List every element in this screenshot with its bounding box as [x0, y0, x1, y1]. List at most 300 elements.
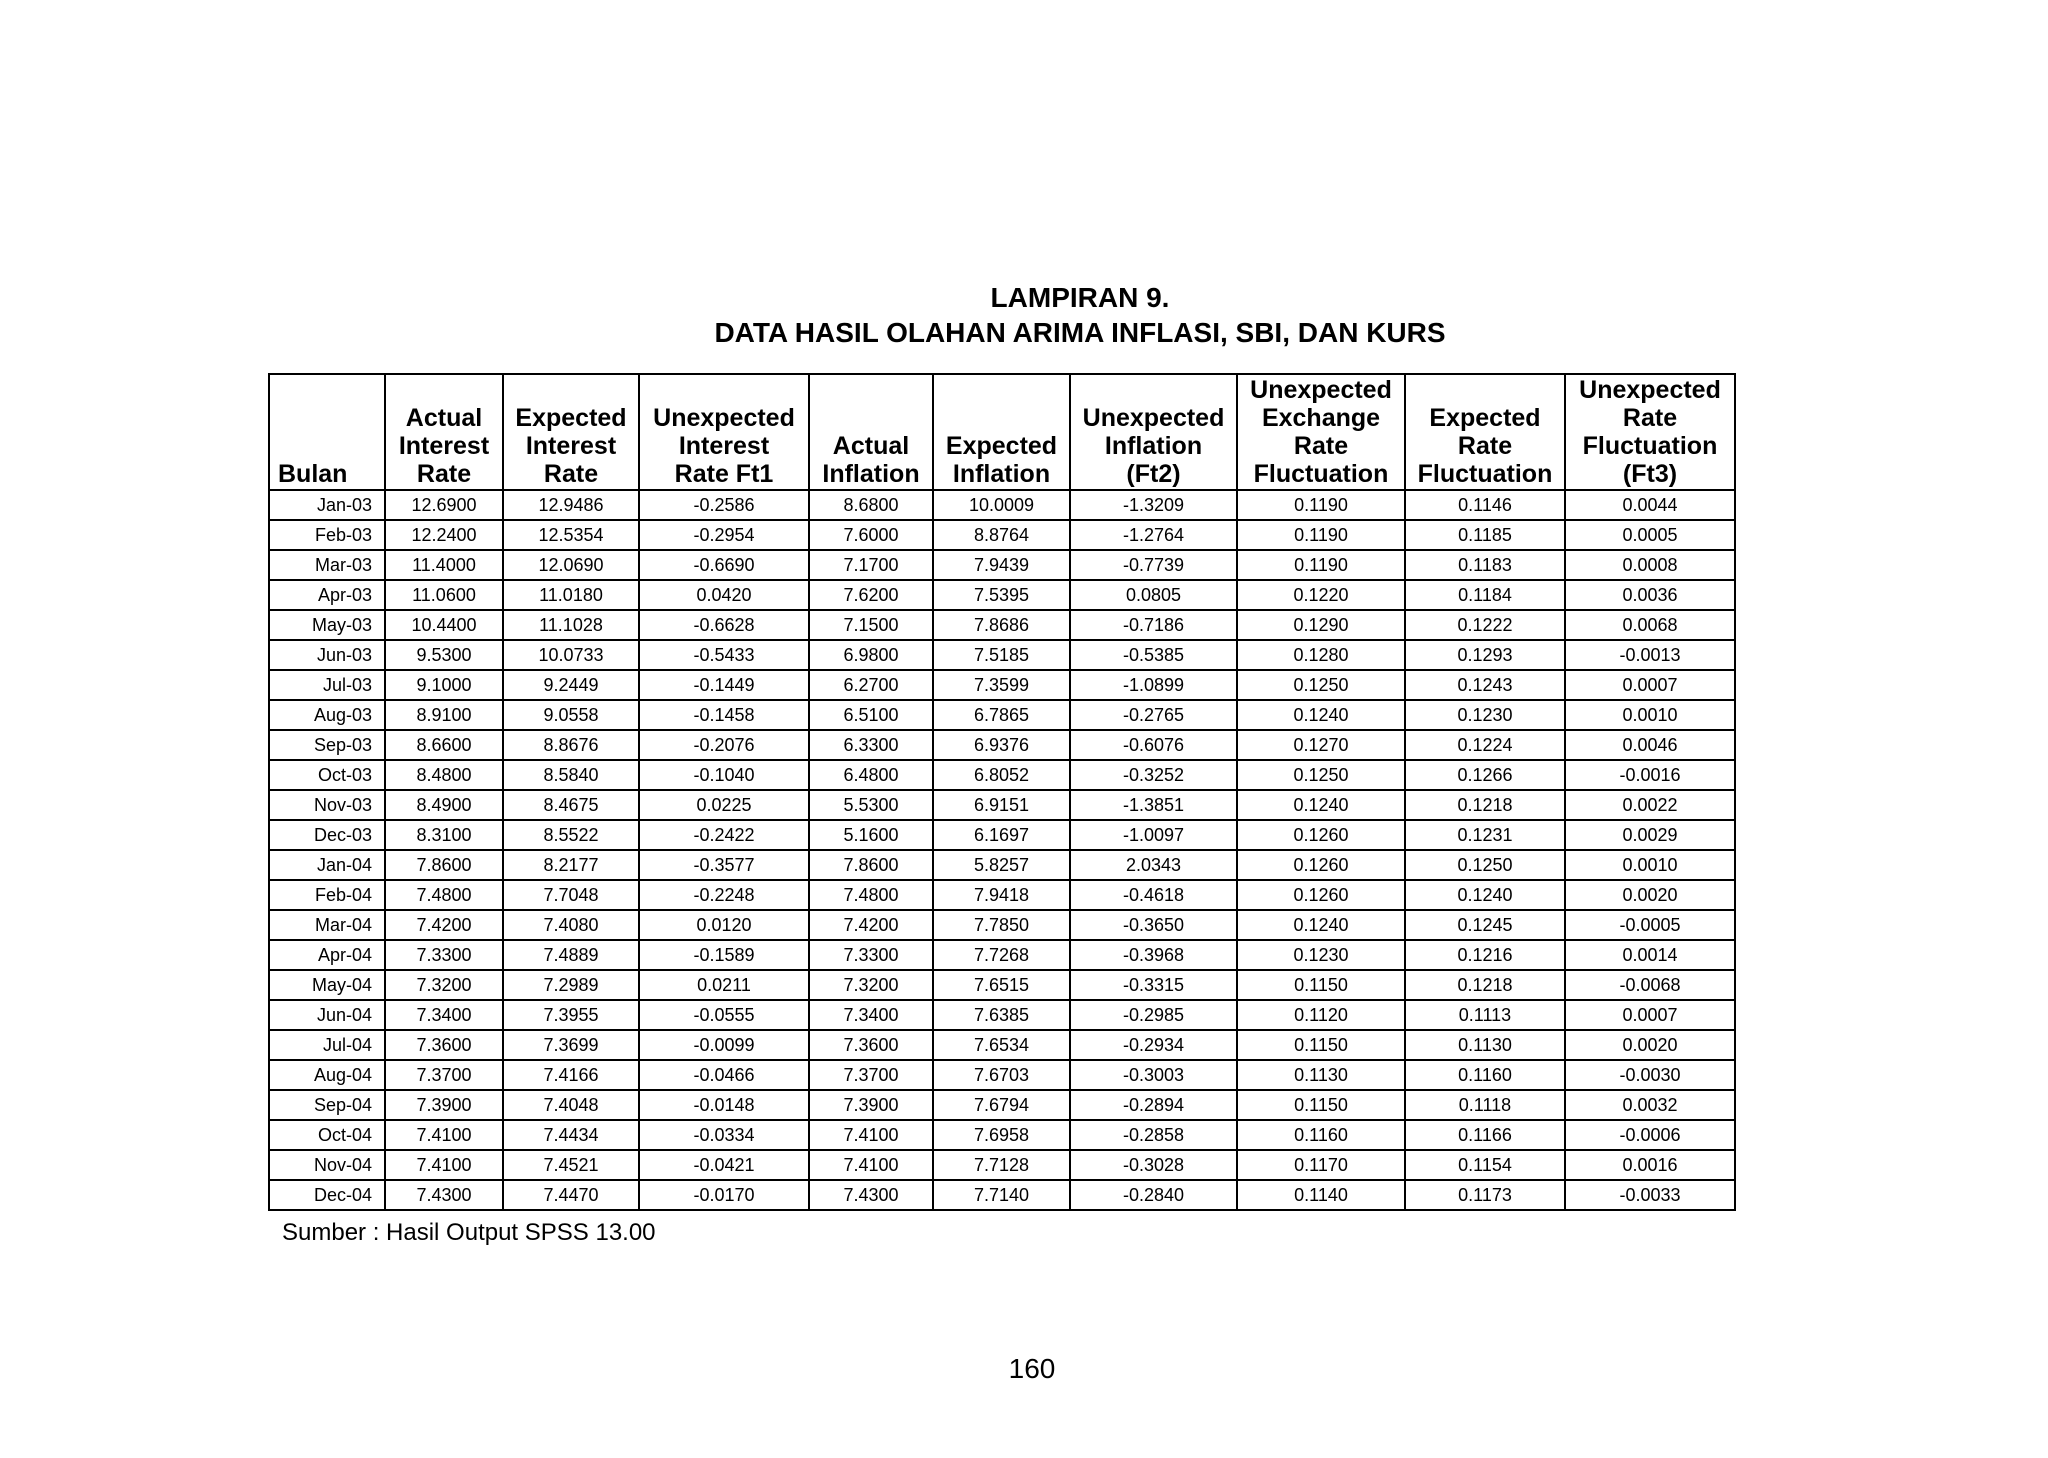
value-cell: 7.6385 [933, 1000, 1070, 1030]
value-cell: 8.8676 [503, 730, 639, 760]
header-unexpected-inflation [1070, 374, 1237, 490]
value-cell: 0.1118 [1405, 1090, 1565, 1120]
value-cell: 10.4400 [385, 610, 503, 640]
month-cell: Dec-03 [269, 820, 385, 850]
value-cell: 0.0225 [639, 790, 809, 820]
value-cell: 7.4434 [503, 1120, 639, 1150]
header-line: Rate Ft1 [674, 460, 774, 488]
value-cell: 7.6958 [933, 1120, 1070, 1150]
value-cell: 0.1266 [1405, 760, 1565, 790]
month-cell: Feb-04 [269, 880, 385, 910]
value-cell: 0.1218 [1405, 790, 1565, 820]
value-cell: -0.0030 [1565, 1060, 1735, 1090]
value-cell: 12.6900 [385, 490, 503, 520]
table-row [269, 520, 1735, 550]
table-row [269, 550, 1735, 580]
value-cell: -1.2764 [1070, 520, 1237, 550]
value-cell: 0.0044 [1565, 490, 1735, 520]
value-cell: 7.5185 [933, 640, 1070, 670]
value-cell: 11.1028 [503, 610, 639, 640]
value-cell: 7.4100 [809, 1150, 933, 1180]
value-cell: 7.7268 [933, 940, 1070, 970]
month-cell: Oct-03 [269, 760, 385, 790]
value-cell: 0.1160 [1405, 1060, 1565, 1090]
value-cell: -0.2934 [1070, 1030, 1237, 1060]
value-cell: -0.1589 [639, 940, 809, 970]
header-line: Expected [1429, 404, 1541, 432]
value-cell: -0.3315 [1070, 970, 1237, 1000]
month-cell: Apr-04 [269, 940, 385, 970]
header-actual-interest-rate [385, 374, 503, 490]
value-cell: 0.1185 [1405, 520, 1565, 550]
value-cell: 7.6000 [809, 520, 933, 550]
header-line: Rate [1293, 432, 1349, 460]
header-expected-rate-fluctuation [1405, 374, 1565, 490]
value-cell: 6.9376 [933, 730, 1070, 760]
month-cell: Apr-03 [269, 580, 385, 610]
value-cell: 0.1160 [1237, 1120, 1405, 1150]
table-row [269, 820, 1735, 850]
header-line: Exchange [1261, 404, 1381, 432]
value-cell: 0.1154 [1405, 1150, 1565, 1180]
value-cell: 5.1600 [809, 820, 933, 850]
value-cell: -0.7186 [1070, 610, 1237, 640]
value-cell: 7.4048 [503, 1090, 639, 1120]
value-cell: 0.1150 [1237, 1030, 1405, 1060]
table-row [269, 1030, 1735, 1060]
value-cell: 0.0020 [1565, 880, 1735, 910]
header-line: Rate [1457, 432, 1513, 460]
value-cell: -0.6690 [639, 550, 809, 580]
value-cell: 0.0032 [1565, 1090, 1735, 1120]
value-cell: 0.1240 [1237, 700, 1405, 730]
value-cell: -0.2985 [1070, 1000, 1237, 1030]
table-row [269, 1180, 1735, 1210]
month-cell: Sep-04 [269, 1090, 385, 1120]
table-row [269, 670, 1735, 700]
header-unexpected-rate-fluctuation [1565, 374, 1735, 490]
header-line: Unexpected [653, 404, 795, 432]
value-cell: 0.0211 [639, 970, 809, 1000]
value-cell: 0.1250 [1405, 850, 1565, 880]
value-cell: 7.2989 [503, 970, 639, 1000]
value-cell: 0.1170 [1237, 1150, 1405, 1180]
header-line: (Ft2) [1126, 460, 1181, 488]
value-cell: 0.0036 [1565, 580, 1735, 610]
value-cell: 8.4800 [385, 760, 503, 790]
table-row [269, 1060, 1735, 1090]
value-cell: 0.1293 [1405, 640, 1565, 670]
value-cell: 0.0010 [1565, 850, 1735, 880]
header-line: Actual [832, 432, 910, 460]
month-cell: Feb-03 [269, 520, 385, 550]
value-cell: 0.1190 [1237, 550, 1405, 580]
table-row [269, 940, 1735, 970]
value-cell: 0.1150 [1237, 1090, 1405, 1120]
value-cell: 0.0008 [1565, 550, 1735, 580]
value-cell: 0.0007 [1565, 1000, 1735, 1030]
header-line: Interest [525, 432, 617, 460]
value-cell: -1.0097 [1070, 820, 1237, 850]
value-cell: -0.1449 [639, 670, 809, 700]
value-cell: 0.1190 [1237, 490, 1405, 520]
value-cell: 7.3955 [503, 1000, 639, 1030]
value-cell: 0.0014 [1565, 940, 1735, 970]
value-cell: 7.4470 [503, 1180, 639, 1210]
header-bulan [269, 374, 385, 490]
table-row [269, 790, 1735, 820]
value-cell: -0.2858 [1070, 1120, 1237, 1150]
value-cell: 0.1146 [1405, 490, 1565, 520]
value-cell: 7.6703 [933, 1060, 1070, 1090]
value-cell: 7.3700 [385, 1060, 503, 1090]
value-cell: 7.8600 [809, 850, 933, 880]
header-unexpected-exchange-rate-fluctuation [1237, 374, 1405, 490]
table-row [269, 1150, 1735, 1180]
value-cell: 0.1130 [1237, 1060, 1405, 1090]
value-cell: 0.1270 [1237, 730, 1405, 760]
value-cell: 8.5840 [503, 760, 639, 790]
value-cell: 6.9151 [933, 790, 1070, 820]
month-cell: May-03 [269, 610, 385, 640]
value-cell: -0.0099 [639, 1030, 809, 1060]
value-cell: 6.3300 [809, 730, 933, 760]
header-line: Inflation [1104, 432, 1203, 460]
value-cell: 0.1250 [1237, 670, 1405, 700]
value-cell: 7.5395 [933, 580, 1070, 610]
value-cell: 0.0005 [1565, 520, 1735, 550]
value-cell: 0.1166 [1405, 1120, 1565, 1150]
header-line: Actual [405, 404, 483, 432]
value-cell: -0.2248 [639, 880, 809, 910]
value-cell: 7.4521 [503, 1150, 639, 1180]
value-cell: 7.3200 [385, 970, 503, 1000]
value-cell: 0.0022 [1565, 790, 1735, 820]
value-cell: -0.7739 [1070, 550, 1237, 580]
value-cell: 0.0007 [1565, 670, 1735, 700]
value-cell: 0.0016 [1565, 1150, 1735, 1180]
header-line: Fluctuation [1582, 432, 1718, 460]
month-cell: Sep-03 [269, 730, 385, 760]
month-cell: Aug-03 [269, 700, 385, 730]
value-cell: 0.1280 [1237, 640, 1405, 670]
value-cell: 0.0046 [1565, 730, 1735, 760]
value-cell: 10.0733 [503, 640, 639, 670]
value-cell: 7.6794 [933, 1090, 1070, 1120]
value-cell: 0.1240 [1237, 910, 1405, 940]
value-cell: 0.0120 [639, 910, 809, 940]
value-cell: 8.6600 [385, 730, 503, 760]
value-cell: -0.3650 [1070, 910, 1237, 940]
value-cell: -1.0899 [1070, 670, 1237, 700]
value-cell: -0.0068 [1565, 970, 1735, 1000]
value-cell: 0.0420 [639, 580, 809, 610]
value-cell: 12.2400 [385, 520, 503, 550]
value-cell: -0.0555 [639, 1000, 809, 1030]
header-line: Fluctuation [1417, 460, 1553, 488]
value-cell: 7.7140 [933, 1180, 1070, 1210]
header-line: Rate [543, 460, 599, 488]
value-cell: -1.3209 [1070, 490, 1237, 520]
value-cell: -0.6628 [639, 610, 809, 640]
value-cell: -0.2894 [1070, 1090, 1237, 1120]
value-cell: 0.1150 [1237, 970, 1405, 1000]
value-cell: 0.0068 [1565, 610, 1735, 640]
value-cell: -0.0013 [1565, 640, 1735, 670]
value-cell: 0.1250 [1237, 760, 1405, 790]
value-cell: 8.3100 [385, 820, 503, 850]
value-cell: 10.0009 [933, 490, 1070, 520]
value-cell: 7.7850 [933, 910, 1070, 940]
value-cell: -0.0005 [1565, 910, 1735, 940]
month-cell: Mar-04 [269, 910, 385, 940]
table-row [269, 910, 1735, 940]
value-cell: -0.3968 [1070, 940, 1237, 970]
table-row [269, 490, 1735, 520]
value-cell: 0.0010 [1565, 700, 1735, 730]
month-cell: Mar-03 [269, 550, 385, 580]
value-cell: 7.3700 [809, 1060, 933, 1090]
value-cell: 8.2177 [503, 850, 639, 880]
value-cell: 7.7128 [933, 1150, 1070, 1180]
header-line: Unexpected [1082, 404, 1225, 432]
value-cell: -0.0033 [1565, 1180, 1735, 1210]
value-cell: 7.4200 [385, 910, 503, 940]
table-row [269, 610, 1735, 640]
value-cell: 7.3699 [503, 1030, 639, 1060]
value-cell: 5.8257 [933, 850, 1070, 880]
value-cell: -0.0006 [1565, 1120, 1735, 1150]
value-cell: 7.3600 [809, 1030, 933, 1060]
value-cell: 0.1230 [1237, 940, 1405, 970]
value-cell: 7.3400 [385, 1000, 503, 1030]
value-cell: 0.1218 [1405, 970, 1565, 1000]
table-row [269, 850, 1735, 880]
month-cell: Jan-04 [269, 850, 385, 880]
page-number: 160 [1008, 1353, 1056, 1384]
value-cell: 6.5100 [809, 700, 933, 730]
table-row [269, 1120, 1735, 1150]
value-cell: -0.0466 [639, 1060, 809, 1090]
value-cell: 9.0558 [503, 700, 639, 730]
month-cell: Jul-04 [269, 1030, 385, 1060]
value-cell: 0.1140 [1237, 1180, 1405, 1210]
value-cell: 6.7865 [933, 700, 1070, 730]
table-row [269, 730, 1735, 760]
value-cell: 8.4675 [503, 790, 639, 820]
value-cell: 7.6515 [933, 970, 1070, 1000]
header-line: Unexpected [1579, 376, 1721, 404]
header-line: Expected [945, 432, 1058, 460]
value-cell: 0.1216 [1405, 940, 1565, 970]
value-cell: 9.2449 [503, 670, 639, 700]
value-cell: 0.1245 [1405, 910, 1565, 940]
value-cell: 7.7048 [503, 880, 639, 910]
month-cell: Jun-04 [269, 1000, 385, 1030]
value-cell: 12.9486 [503, 490, 639, 520]
value-cell: -0.0170 [639, 1180, 809, 1210]
value-cell: 0.1224 [1405, 730, 1565, 760]
value-cell: 8.4900 [385, 790, 503, 820]
value-cell: 0.1230 [1405, 700, 1565, 730]
value-cell: 7.4889 [503, 940, 639, 970]
value-cell: 7.9439 [933, 550, 1070, 580]
table-header-row [269, 374, 1735, 490]
value-cell: -0.6076 [1070, 730, 1237, 760]
value-cell: -0.2765 [1070, 700, 1237, 730]
value-cell: 7.4800 [809, 880, 933, 910]
value-cell: 9.1000 [385, 670, 503, 700]
table-row [269, 880, 1735, 910]
value-cell: 11.4000 [385, 550, 503, 580]
value-cell: 0.1184 [1405, 580, 1565, 610]
value-cell: 0.1222 [1405, 610, 1565, 640]
value-cell: 8.5522 [503, 820, 639, 850]
value-cell: 7.4200 [809, 910, 933, 940]
value-cell: 0.1220 [1237, 580, 1405, 610]
value-cell: 0.1113 [1405, 1000, 1565, 1030]
month-cell: Dec-04 [269, 1180, 385, 1210]
value-cell: 7.1500 [809, 610, 933, 640]
header-line: Interest [678, 432, 770, 460]
header-actual-inflation [809, 374, 933, 490]
month-cell: Aug-04 [269, 1060, 385, 1090]
arima-data-table [268, 373, 1736, 1211]
value-cell: 6.4800 [809, 760, 933, 790]
value-cell: 7.3300 [385, 940, 503, 970]
value-cell: 0.0805 [1070, 580, 1237, 610]
value-cell: 7.8686 [933, 610, 1070, 640]
value-cell: 7.4100 [809, 1120, 933, 1150]
value-cell: -0.3003 [1070, 1060, 1237, 1090]
value-cell: 6.2700 [809, 670, 933, 700]
value-cell: 0.1190 [1237, 520, 1405, 550]
value-cell: 7.3600 [385, 1030, 503, 1060]
value-cell: -0.0148 [639, 1090, 809, 1120]
document-title [0, 280, 2048, 350]
value-cell: -0.2076 [639, 730, 809, 760]
value-cell: 7.4166 [503, 1060, 639, 1090]
header-line: Inflation [952, 460, 1051, 488]
header-line: Interest [398, 432, 490, 460]
value-cell: 12.0690 [503, 550, 639, 580]
value-cell: 0.0020 [1565, 1030, 1735, 1060]
value-cell: 8.8764 [933, 520, 1070, 550]
month-cell: May-04 [269, 970, 385, 1000]
value-cell: 7.4100 [385, 1150, 503, 1180]
table-body [269, 490, 1735, 1210]
table-row [269, 580, 1735, 610]
header-unexpected-interest-rate [639, 374, 809, 490]
value-cell: 5.5300 [809, 790, 933, 820]
table-row [269, 760, 1735, 790]
value-cell: 11.0180 [503, 580, 639, 610]
value-cell: 7.8600 [385, 850, 503, 880]
value-cell: 0.1260 [1237, 850, 1405, 880]
value-cell: 7.3599 [933, 670, 1070, 700]
value-cell: -0.1040 [639, 760, 809, 790]
value-cell: 0.1243 [1405, 670, 1565, 700]
value-cell: -0.3252 [1070, 760, 1237, 790]
table-row [269, 700, 1735, 730]
value-cell: 0.1240 [1237, 790, 1405, 820]
value-cell: 0.1260 [1237, 880, 1405, 910]
table-row [269, 1000, 1735, 1030]
value-cell: 7.3200 [809, 970, 933, 1000]
value-cell: 12.5354 [503, 520, 639, 550]
value-cell: 7.3900 [385, 1090, 503, 1120]
table-row [269, 640, 1735, 670]
header-expected-interest-rate [503, 374, 639, 490]
value-cell: 0.1231 [1405, 820, 1565, 850]
value-cell: -0.1458 [639, 700, 809, 730]
value-cell: 8.6800 [809, 490, 933, 520]
header-line: Bulan [278, 460, 348, 488]
value-cell: -0.0334 [639, 1120, 809, 1150]
value-cell: -0.4618 [1070, 880, 1237, 910]
value-cell: -0.3577 [639, 850, 809, 880]
value-cell: 7.6534 [933, 1030, 1070, 1060]
value-cell: 7.3900 [809, 1090, 933, 1120]
value-cell: 0.1260 [1237, 820, 1405, 850]
value-cell: -0.3028 [1070, 1150, 1237, 1180]
value-cell: 0.1183 [1405, 550, 1565, 580]
title-line-1: LAMPIRAN 9. [990, 282, 1170, 313]
value-cell: -0.2840 [1070, 1180, 1237, 1210]
value-cell: 7.1700 [809, 550, 933, 580]
value-cell: -0.2586 [639, 490, 809, 520]
value-cell: -0.0421 [639, 1150, 809, 1180]
value-cell: 0.1173 [1405, 1180, 1565, 1210]
value-cell: 0.1290 [1237, 610, 1405, 640]
value-cell: 0.0029 [1565, 820, 1735, 850]
value-cell: 0.1120 [1237, 1000, 1405, 1030]
value-cell: 7.9418 [933, 880, 1070, 910]
value-cell: 0.1130 [1405, 1030, 1565, 1060]
month-cell: Nov-04 [269, 1150, 385, 1180]
header-line: (Ft3) [1622, 460, 1678, 488]
value-cell: 7.4100 [385, 1120, 503, 1150]
value-cell: -0.5385 [1070, 640, 1237, 670]
value-cell: -0.2422 [639, 820, 809, 850]
header-expected-inflation [933, 374, 1070, 490]
header-line: Rate [1622, 404, 1678, 432]
table-row [269, 1090, 1735, 1120]
value-cell: 7.4300 [385, 1180, 503, 1210]
value-cell: 7.4300 [809, 1180, 933, 1210]
value-cell: 2.0343 [1070, 850, 1237, 880]
month-cell: Nov-03 [269, 790, 385, 820]
value-cell: 9.5300 [385, 640, 503, 670]
value-cell: 0.1240 [1405, 880, 1565, 910]
value-cell: 7.6200 [809, 580, 933, 610]
value-cell: 6.1697 [933, 820, 1070, 850]
header-line: Inflation [822, 460, 920, 488]
source-note: Sumber : Hasil Output SPSS 13.00 [282, 1219, 656, 1246]
value-cell: 7.4080 [503, 910, 639, 940]
value-cell: 6.8052 [933, 760, 1070, 790]
value-cell: -0.2954 [639, 520, 809, 550]
month-cell: Jul-03 [269, 670, 385, 700]
month-cell: Jun-03 [269, 640, 385, 670]
value-cell: 7.3400 [809, 1000, 933, 1030]
value-cell: 6.9800 [809, 640, 933, 670]
value-cell: 7.4800 [385, 880, 503, 910]
value-cell: -0.5433 [639, 640, 809, 670]
value-cell: -0.0016 [1565, 760, 1735, 790]
header-line: Unexpected [1250, 376, 1392, 404]
value-cell: 11.0600 [385, 580, 503, 610]
